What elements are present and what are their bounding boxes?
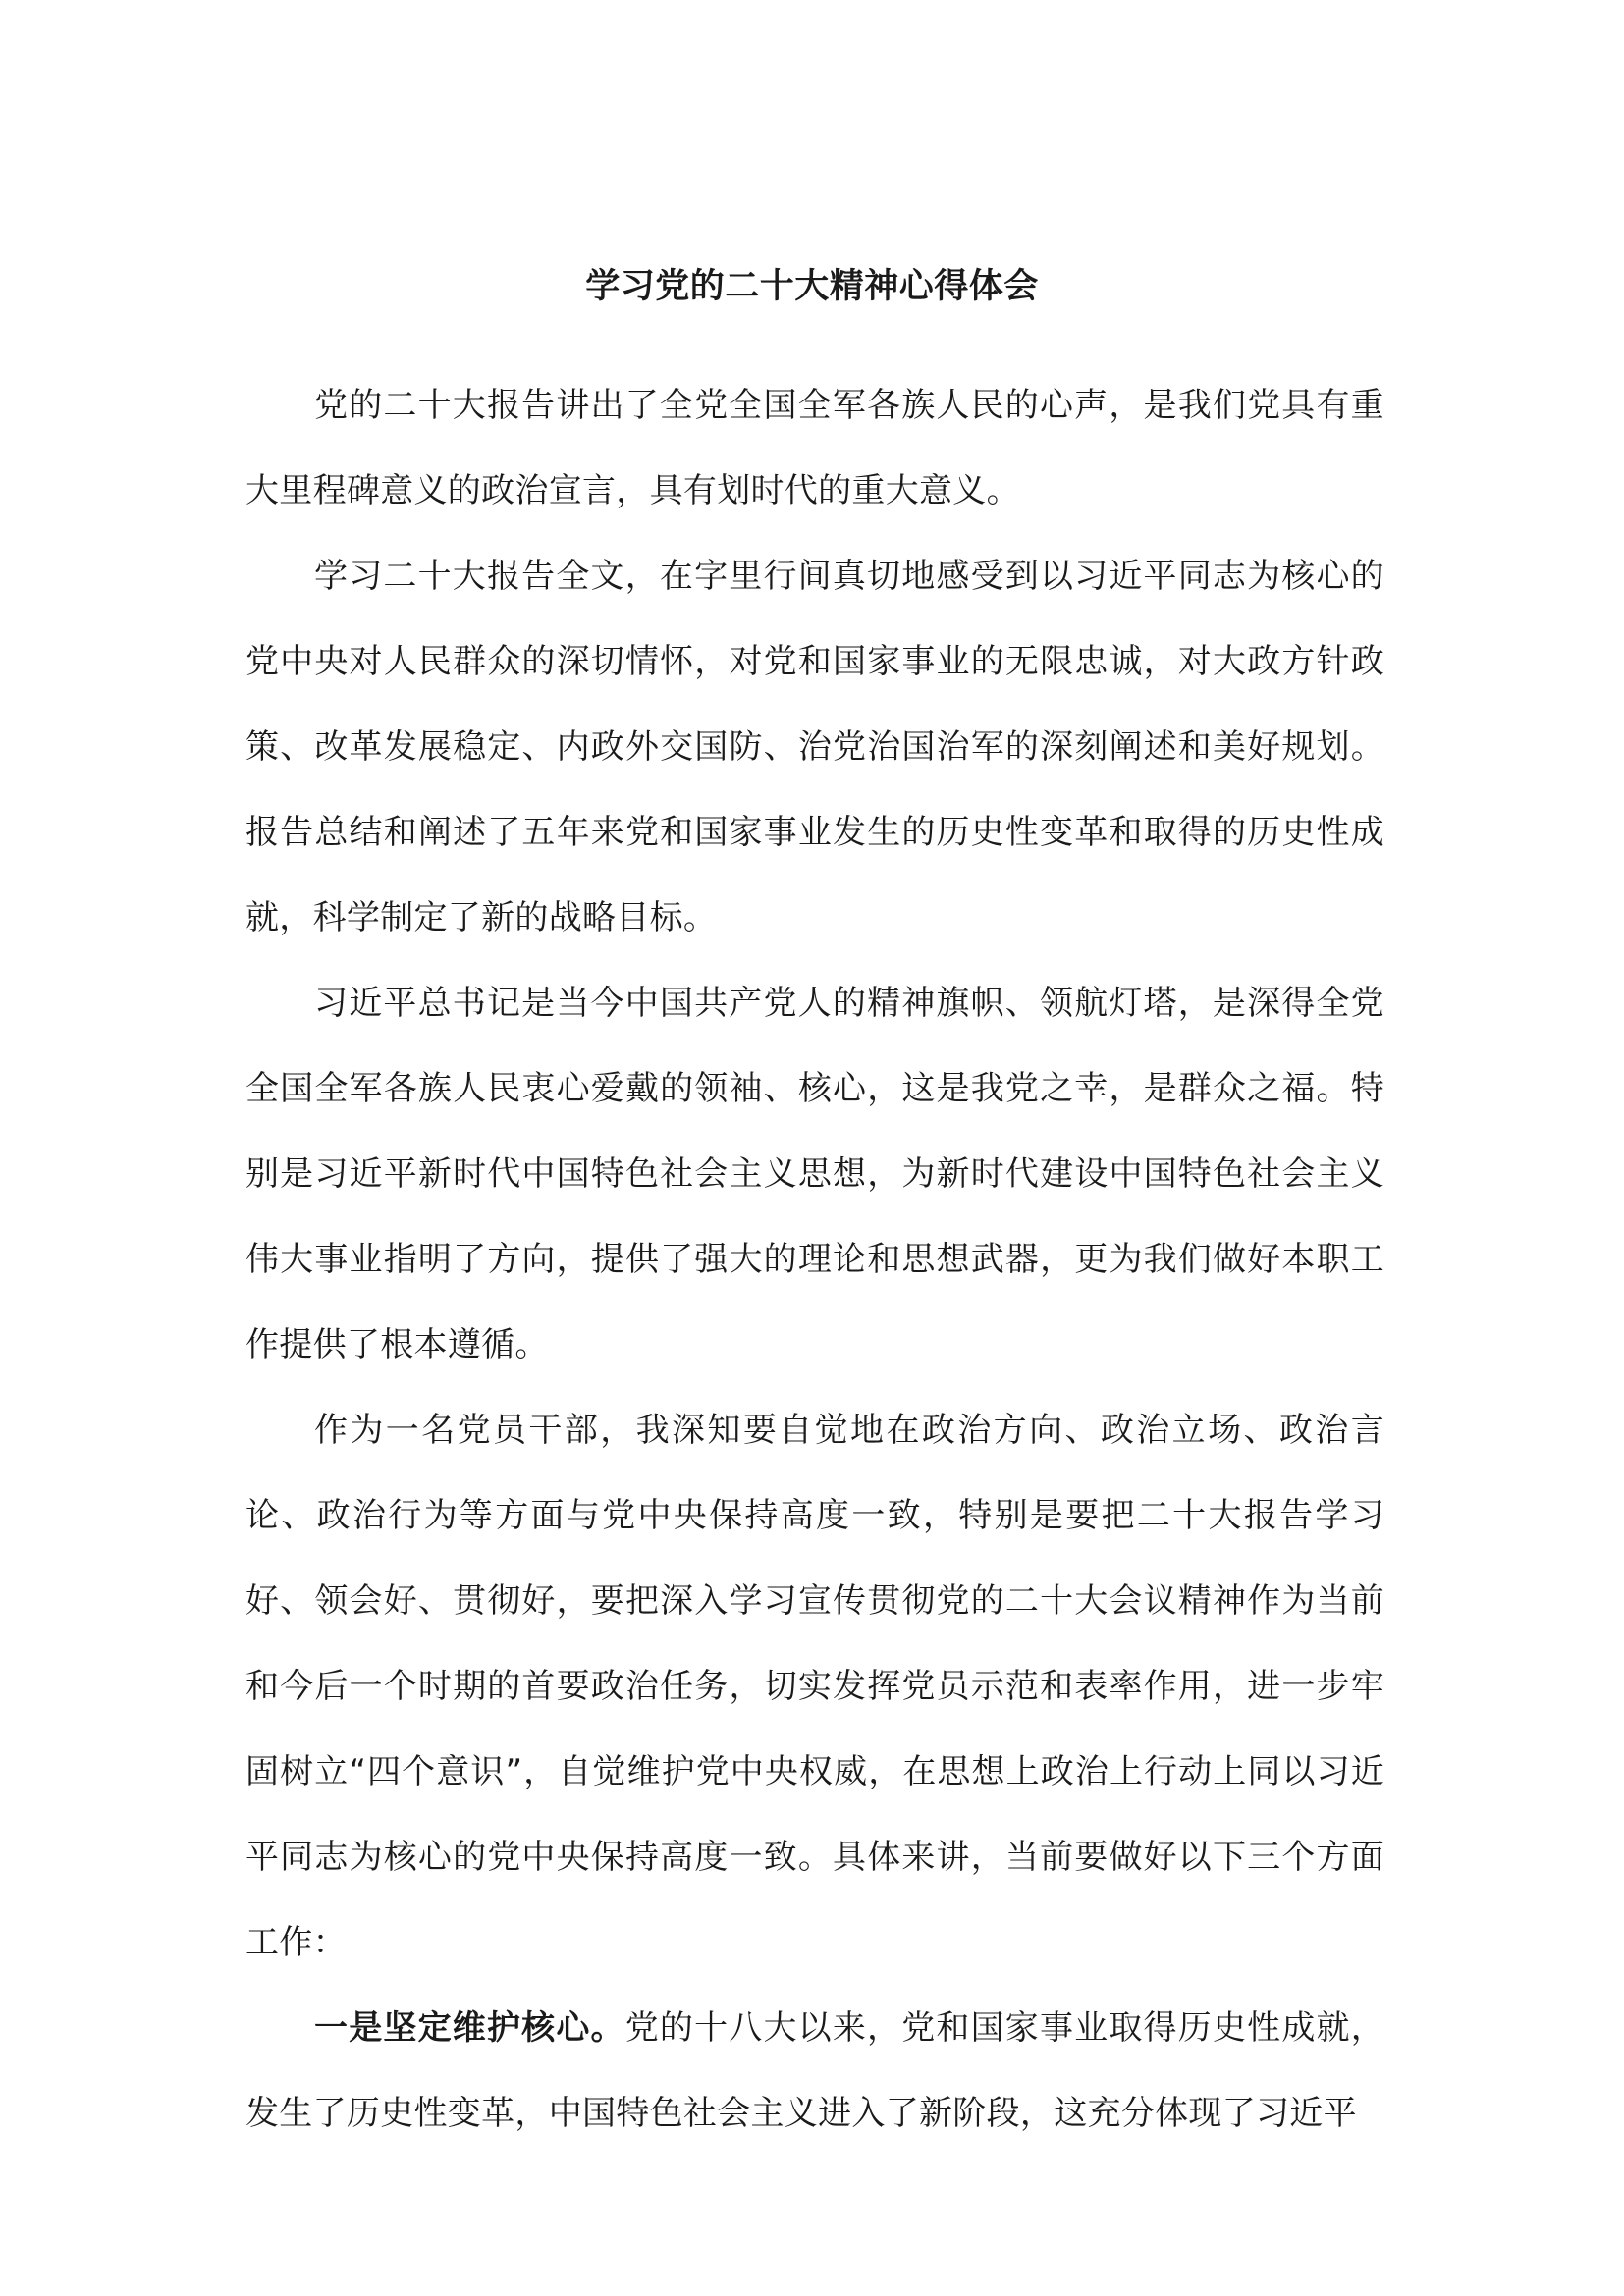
paragraph-lead-bold: 一是坚定维护核心。 [314,2008,625,2048]
paragraph-text: 习近平总书记是当今中国共产党人的精神旗帜、领航灯塔，是深得全党全国全军各族人民衷心爱戴的领袖、核心，这是我党之幸，是群众之福。特别是习近平新时代中国特色社会主义思想，为新时代建设中国特色社会主义伟大事业指明了方向，提供了强大的理论和思想武器，更为我们做好本职工作提供了根本遵循。 [245,984,1384,1364]
paragraph-text: 党的二十大报告讲出了全党全国全军各族人民的心声，是我们党具有重大里程碑意义的政治宣言，具有划时代的重大意义。 [245,386,1384,510]
document-title: 学习党的二十大精神心得体会 [585,267,1039,306]
document-body [245,363,1384,2157]
paragraph-text: 党的十八大以来，党和国家事业取得历史性成就，发生了历史性变革，中国特色社会主义进入了新阶段，这充分体现了习近平 [245,2008,1384,2133]
paragraph-1 [245,363,1384,534]
paragraph-5 [245,1986,1384,2157]
paragraph-2 [245,534,1384,961]
paragraph-text: 作为一名党员干部，我深知要自觉地在政治方向、政治立场、政治言论、政治行为等方面与党中央保持高度一致，特别是要把二十大报告学习好、领会好、贯彻好，要把深入学习宣传贯彻党的二十大会议精神作为当前和今后一个时期的首要政治任务，切实发挥党员示范和表率作用，进一步牢固树立“四个意识”，自觉维护党中央权威，在思想上政治上行动上同以习近平同志为核心的党中央保持高度一致。具体来讲，当前要做好以下三个方面工作： [245,1411,1384,1962]
paragraph-3 [245,961,1384,1388]
paragraph-text: 学习二十大报告全文，在字里行间真切地感受到以习近平同志为核心的党中央对人民群众的深切情怀，对党和国家事业的无限忠诚，对大政方针政策、改革发展稳定、内政外交国防、治党治国治军的深刻阐述和美好规划。报告总结和阐述了五年来党和国家事业发生的历史性变革和取得的历史性成就，科学制定了新的战略目标。 [245,557,1384,937]
paragraph-4 [245,1388,1384,1986]
